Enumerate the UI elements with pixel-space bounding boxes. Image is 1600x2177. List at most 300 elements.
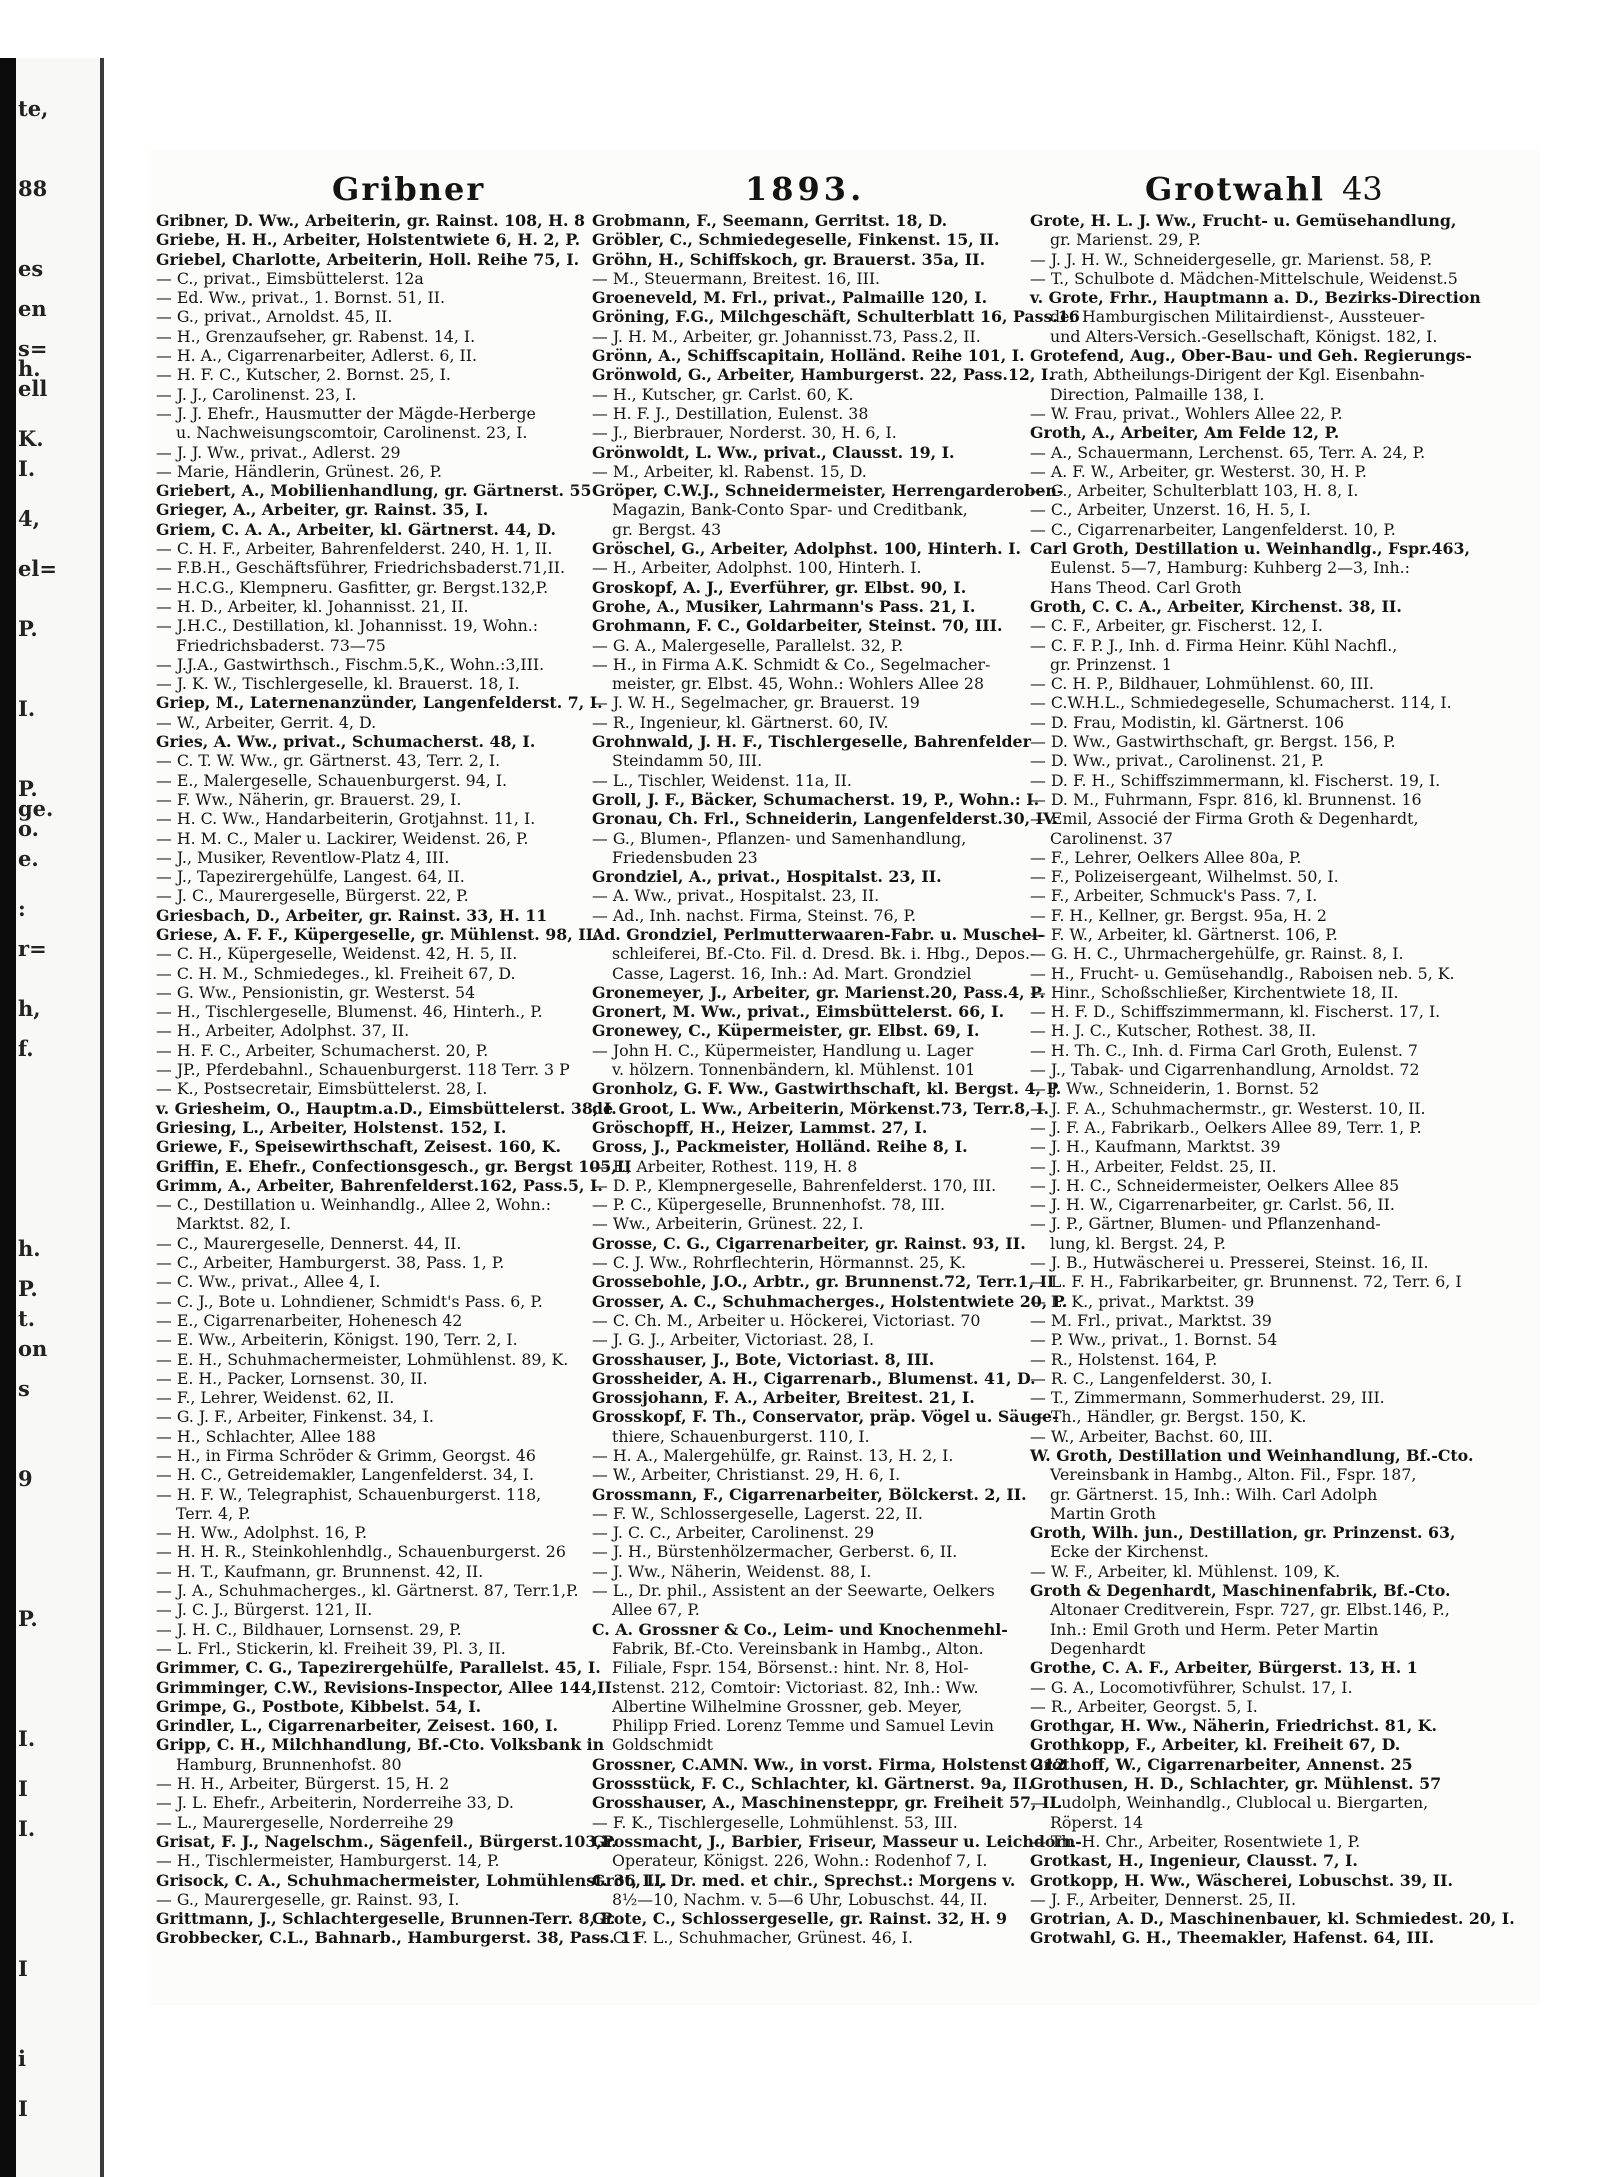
directory-entry-heading: Grittmann, J., Schlachtergeselle, Brunnen-Terr. 8, P.	[156, 1909, 616, 1929]
directory-entry-line: — J. F. A., Schuhmachermstr., gr. Westerst. 10, II.	[1030, 1098, 1426, 1118]
directory-entry-line: — C. Ww., privat., Allee 4, I.	[156, 1272, 381, 1292]
previous-page-fragment: P.	[18, 1606, 38, 1631]
directory-entry-line: — A. Ww., privat., Hospitalst. 23, II.	[592, 886, 880, 906]
directory-entry-line: — H. F. W., Telegraphist, Schauenburgerst. 118,	[156, 1484, 542, 1504]
directory-entry-line: — F. K., Tischlergeselle, Lohmühlenst. 53, III.	[592, 1812, 958, 1832]
directory-entry-line: — H. C. Ww., Handarbeiterin, Grotjahnst. 11, I.	[156, 809, 536, 829]
directory-entry-line: — E., Malergeselle, Schauenburgerst. 94, I.	[156, 770, 508, 790]
directory-entry-line: — L. K., privat., Marktst. 39	[1030, 1291, 1255, 1311]
directory-entry-heading: Grote, C., Schlossergeselle, gr. Rainst. 32, H. 9	[592, 1909, 1008, 1929]
directory-entry-line: — D. Ww., privat., Carolinenst. 21, P.	[1030, 751, 1324, 771]
directory-entry-line: gr. Gärtnerst. 15, Inh.: Wilh. Carl Adolph	[1050, 1484, 1378, 1504]
directory-entry-line: — C. H. P., Bildhauer, Lohmühlenst. 60, III.	[1030, 674, 1374, 694]
directory-entry-line: — R., Holstenst. 164, P.	[1030, 1349, 1218, 1369]
directory-entry-heading: Grisat, F. J., Nagelschm., Sägenfeil., Bürgerst.103,P.	[156, 1831, 617, 1851]
directory-entry-line: — C. Ch. M., Arbeiter u. Höckerei, Victoriast. 70	[592, 1310, 981, 1330]
directory-entry-heading: Grothgar, H. Ww., Näherin, Friedrichst. 81, K.	[1030, 1716, 1437, 1736]
directory-entry-line: Marktst. 82, I.	[176, 1214, 291, 1234]
previous-page-fragment: es	[18, 256, 44, 281]
directory-entry-line: — H. M. C., Maler u. Lackirer, Weidenst. 26, P.	[156, 828, 529, 848]
directory-entry-line: 8½—10, Nachm. v. 5—6 Uhr, Lobuschst. 44, II.	[612, 1889, 988, 1909]
directory-entry-heading: C. A. Grossner & Co., Leim- und Knochenmehl-	[592, 1619, 1008, 1639]
directory-entry-heading: Griep, M., Laternenanzünder, Langenfelderst. 7, I.	[156, 693, 603, 713]
directory-entry-heading: Gronholz, G. F. Ww., Gastwirthschaft, kl. Bergst. 4, P.	[592, 1079, 1062, 1099]
directory-entry-line: — C., Arbeiter, Unzerst. 16, H. 5, I.	[1030, 500, 1311, 520]
directory-entry-line: gr. Marienst. 29, P.	[1050, 230, 1201, 250]
directory-entry-heading: Gripp, C. H., Milchhandlung, Bf.-Cto. Volksbank in	[156, 1735, 605, 1755]
directory-entry-line: — E. H., Schuhmachermeister, Lohmühlenst. 89, K.	[156, 1349, 569, 1369]
previous-page-fragment: ell	[18, 376, 48, 401]
directory-entry-heading: Grönwold, G., Arbeiter, Hamburgerst. 22, Pass.12, I.	[592, 365, 1054, 385]
directory-entry-line: — G., privat., Arnoldst. 45, II.	[156, 307, 393, 327]
directory-entry-heading: Grothusen, H. D., Schlachter, gr. Mühlenst. 57	[1030, 1774, 1442, 1794]
directory-entry-line: Friedrichsbaderst. 73—75	[176, 635, 386, 655]
previous-page-fragment: h.	[18, 356, 41, 381]
directory-entry-heading: Gronert, M. Ww., privat., Eimsbüttelerst. 66, I.	[592, 1002, 1005, 1022]
directory-entry-line: — J. J. Ehefr., Hausmutter der Mägde-Herberge	[156, 403, 536, 423]
directory-entry-heading: Grosser, A. C., Schuhmacherges., Holstentwiete 20, P.	[592, 1291, 1068, 1311]
directory-entry-line: — Ad., Inh. nachst. Firma, Steinst. 76, P.	[592, 905, 916, 925]
directory-entry-line: — H.C.G., Klempneru. Gasfitter, gr. Bergst.132,P.	[156, 577, 549, 597]
directory-entry-line: — J.J.A., Gastwirthsch., Fischm.5,K., Wohn.:3,III.	[156, 654, 545, 674]
directory-entry-heading: Grönwoldt, L. Ww., privat., Clausst. 19, I.	[592, 442, 955, 462]
directory-entry-line: — W., Arbeiter, Gerrit. 4, D.	[156, 712, 377, 732]
directory-entry-heading: Grossstück, F. C., Schlachter, kl. Gärtnerst. 9a, II.	[592, 1774, 1034, 1794]
directory-entry-line: Röperst. 14	[1050, 1812, 1144, 1832]
directory-entry-line: — Th., Händler, gr. Bergst. 150, K.	[1030, 1407, 1307, 1427]
directory-entry-line: — E., Cigarrenarbeiter, Hohenesch 42	[156, 1310, 463, 1330]
directory-entry-line: Inh.: Emil Groth und Herm. Peter Martin	[1050, 1619, 1379, 1639]
directory-entry-line: — H. F. D., Schiffszimmermann, kl. Fischerst. 17, I.	[1030, 1002, 1441, 1022]
directory-entry-line: stenst. 212, Comtoir: Victoriast. 82, Inh.: Ww.	[612, 1677, 979, 1697]
directory-entry-heading: v. Griesheim, O., Hauptm.a.D., Eimsbüttelerst. 38, I.	[156, 1098, 617, 1118]
directory-entry-line: — John H. C., Küpermeister, Handlung u. Lager	[592, 1040, 974, 1060]
directory-entry-line: Philipp Fried. Lorenz Temme und Samuel Levin	[612, 1716, 994, 1736]
directory-entry-line: — J., Tapezirergehülfe, Langest. 64, II.	[156, 867, 465, 887]
directory-entry-heading: Groth & Degenhardt, Maschinenfabrik, Bf.-Cto.	[1030, 1581, 1451, 1601]
directory-entry-line: — L., Tischler, Weidenst. 11a, II.	[592, 770, 852, 790]
directory-entry-heading: v. Grote, Frhr., Hauptmann a. D., Bezirks-Direction	[1030, 288, 1481, 308]
directory-entry-line: — C., Arbeiter, Schulterblatt 103, H. 8, I.	[1030, 481, 1359, 501]
directory-entry-line: — R., Ingenieur, kl. Gärtnerst. 60, IV.	[592, 712, 889, 732]
directory-entry-line: — J. G. J., Arbeiter, Victoriast. 28, I.	[592, 1330, 875, 1350]
directory-entry-line: rath, Abtheilungs-Dirigent der Kgl. Eisenbahn-	[1050, 365, 1425, 385]
directory-entry-line: — D. P., Klempnergeselle, Bahrenfelderst. 170, III.	[592, 1175, 997, 1195]
directory-entry-heading: Griffin, E. Ehefr., Confectionsgesch., gr. Bergst 105,II	[156, 1156, 632, 1176]
directory-entry-line: — R., Arbeiter, Georgst. 5, I.	[1030, 1696, 1258, 1716]
directory-entry-line: — J. K. W., Tischlergeselle, kl. Brauerst. 18, I.	[156, 674, 520, 694]
directory-entry-heading: Grindler, L., Cigarrenarbeiter, Zeisest. 160, I.	[156, 1716, 558, 1736]
directory-entry-heading: Gröbler, C., Schmiedegeselle, Finkenst. 15, II.	[592, 230, 1000, 250]
directory-entry-heading: Grimminger, C.W., Revisions-Inspector, Allee 144,II.	[156, 1677, 618, 1697]
directory-entry-line: — W. Frau, privat., Wohlers Allee 22, P.	[1030, 403, 1343, 423]
previous-page-fragment: 88	[18, 176, 48, 201]
directory-entry-line: Degenhardt	[1050, 1638, 1146, 1658]
directory-entry-line: Magazin, Bank-Conto Spar- und Creditbank,	[612, 500, 968, 520]
directory-entry-line: — C. H. F., Arbeiter, Bahrenfelderst. 240, H. 1, II.	[156, 539, 553, 559]
directory-entry-line: — L. Frl., Stickerin, kl. Freiheit 39, Pl. 3, II.	[156, 1638, 506, 1658]
directory-entry-line: Friedensbuden 23	[612, 847, 758, 867]
directory-entry-line: — J. F. A., Fabrikarb., Oelkers Allee 89, Terr. 1, P.	[1030, 1117, 1422, 1137]
directory-entry-line: — J. H. M., Arbeiter, gr. Johannisst.73, Pass.2, II.	[592, 326, 981, 346]
previous-page-fragment: I.	[18, 696, 36, 721]
directory-entry-line: — D. M., Fuhrmann, Fspr. 816, kl. Brunnenst. 16	[1030, 789, 1422, 809]
directory-entry-line: — F., Arbeiter, Rothest. 119, H. 8	[592, 1156, 858, 1176]
directory-entry-heading: Grondziel, A., privat., Hospitalst. 23, II.	[592, 867, 942, 887]
directory-entry-line: — J. H. C., Schneidermeister, Oelkers Allee 85	[1030, 1175, 1400, 1195]
previous-page-fragment: P.	[18, 1276, 38, 1301]
directory-entry-heading: Griebe, H. H., Arbeiter, Holstentwiete 6, H. 2, P.	[156, 230, 581, 250]
previous-page-strip	[16, 58, 100, 2177]
previous-page-fragment: 9	[18, 1466, 33, 1491]
directory-entry-line: — C., Maurergeselle, Dennerst. 44, II.	[156, 1233, 462, 1253]
year-header: 1893.	[745, 170, 866, 208]
directory-entry-line: — C. J. Ww., Rohrflechterin, Hörmannst. 25, K.	[592, 1253, 967, 1273]
directory-entry-line: — J., Musiker, Reventlow-Platz 4, III.	[156, 847, 450, 867]
directory-entry-line: — J. H. W., Cigarrenarbeiter, gr. Carlst. 56, II.	[1030, 1195, 1395, 1215]
directory-entry-heading: Grote, H. L. J. Ww., Frucht- u. Gemüsehandlung,	[1030, 211, 1457, 230]
directory-entry-line: — D. Ww., Gastwirthschaft, gr. Bergst. 156, P.	[1030, 732, 1396, 752]
directory-entry-heading: Grothoff, W., Cigarrenarbeiter, Annenst. 25	[1030, 1754, 1413, 1774]
directory-entry-heading: Grotefend, Aug., Ober-Bau- und Geh. Regierungs-	[1030, 346, 1472, 366]
directory-entry-line: — C. F., Arbeiter, gr. Fischerst. 12, I.	[1030, 616, 1323, 636]
directory-entry-heading: Grotkast, H., Ingenieur, Clausst. 7, I.	[1030, 1851, 1358, 1871]
directory-entry-line: — J. C. J., Bürgerst. 121, II.	[156, 1600, 373, 1620]
directory-entry-line: — G. H. C., Uhrmachergehülfe, gr. Rainst. 8, I.	[1030, 944, 1404, 964]
directory-entry-line: — C., privat., Eimsbüttelerst. 12a	[156, 268, 424, 288]
directory-entry-heading: Griem, C. A. A., Arbeiter, kl. Gärtnerst. 44, D.	[156, 519, 557, 539]
directory-entry-line: — J. L. Ehefr., Arbeiterin, Norderreihe 33, D.	[156, 1793, 514, 1813]
directory-entry-line: — J., Tabak- und Cigarrenhandlung, Arnoldst. 72	[1030, 1060, 1420, 1080]
directory-entry-line: Filiale, Fspr. 154, Börsenst.: hint. Nr. 8, Hol-	[612, 1658, 969, 1678]
directory-entry-line: — H. H. R., Steinkohlenhdlg., Schauenburgerst. 26	[156, 1542, 566, 1562]
directory-entry-line: — C. F. P. J., Inh. d. Firma Heinr. Kühl Nachfl.,	[1030, 635, 1398, 655]
directory-entry-line: — Marie, Händlerin, Grünest. 26, P.	[156, 461, 443, 481]
directory-column-2	[592, 211, 1082, 2001]
directory-entry-line: — G., Blumen-, Pflanzen- und Samenhandlung,	[592, 828, 967, 848]
directory-entry-line: — C., Arbeiter, Hamburgerst. 38, Pass. 1, P.	[156, 1253, 505, 1273]
directory-entry-line: — D. Frau, Modistin, kl. Gärtnerst. 106	[1030, 712, 1345, 732]
directory-entry-line: — JP., Pferdebahnl., Schauenburgerst. 118 Terr. 3 P	[156, 1060, 570, 1080]
directory-entry-line: Casse, Lagerst. 16, Inh.: Ad. Mart. Grondziel	[612, 963, 972, 983]
page-number: 43	[1342, 170, 1383, 208]
directory-entry-line: — W. F., Arbeiter, kl. Mühlenst. 109, K.	[1030, 1561, 1341, 1581]
previous-page-fragment: e.	[18, 846, 39, 871]
directory-entry-line: — P. C., Küpergeselle, Brunnenhofst. 78, III.	[592, 1195, 946, 1215]
directory-entry-heading: Gross, J., Packmeister, Holländ. Reihe 8, I.	[592, 1137, 968, 1157]
directory-entry-heading: Grosse, C. G., Cigarrenarbeiter, gr. Rainst. 93, II.	[592, 1233, 1026, 1253]
directory-entry-line: — Ww., Arbeiterin, Grünest. 22, I.	[592, 1214, 864, 1234]
previous-page-fragment: I.	[18, 1726, 36, 1751]
directory-entry-line: — F. H., Kellner, gr. Bergst. 95a, H. 2	[1030, 905, 1327, 925]
previous-page-fragment: en	[18, 296, 47, 321]
previous-page-fragment: P.	[18, 776, 38, 801]
directory-entry-heading: Grotkopp, H. Ww., Wäscherei, Lobuschst. 39, II.	[1030, 1870, 1454, 1890]
directory-entry-heading: Grönn, A., Schiffscapitain, Holländ. Reihe 101, I.	[592, 346, 1025, 366]
directory-entry-line: — Hinr., Schoßschließer, Kirchentwiete 18, II.	[1030, 982, 1399, 1002]
directory-entry-heading: Grossmann, F., Cigarrenarbeiter, Bölckerst. 2, II.	[592, 1484, 1027, 1504]
directory-entry-line: — M., Steuermann, Breitest. 16, III.	[592, 268, 881, 288]
directory-entry-line: — F., Polizeisergeant, Wilhelmst. 50, I.	[1030, 867, 1339, 887]
directory-entry-line: Altonaer Creditverein, Fspr. 727, gr. Elbst.146, P.,	[1050, 1600, 1450, 1620]
directory-entry-line: — J. B., Hutwäscherei u. Presserei, Steinst. 16, II.	[1030, 1253, 1429, 1273]
directory-entry-line: thiere, Schauenburgerst. 110, I.	[612, 1426, 870, 1446]
directory-entry-line: — H. F. J., Destillation, Eulenst. 38	[592, 403, 869, 423]
directory-entry-line: — T., Schulbote d. Mädchen-Mittelschule, Weidenst.5	[1030, 268, 1458, 288]
directory-entry-line: Direction, Palmaille 138, I.	[1050, 384, 1265, 404]
directory-entry-line: — J. C. C., Arbeiter, Carolinenst. 29	[592, 1523, 875, 1543]
directory-entry-line: — G. A., Malergeselle, Parallelst. 32, P.	[592, 635, 904, 655]
directory-entry-heading: de Groot, L. Ww., Arbeiterin, Mörkenst.73, Terr.8, I.	[592, 1098, 1050, 1118]
previous-page-fragment: ge.	[18, 796, 54, 821]
directory-entry-line: — J. W. H., Segelmacher, gr. Brauerst. 19	[592, 693, 920, 713]
directory-entry-line: — J. H. C., Bildhauer, Lornsenst. 29, P.	[156, 1619, 462, 1639]
directory-entry-line: — F., Arbeiter, Schmuck's Pass. 7, I.	[1030, 886, 1318, 906]
directory-entry-line: — J. P., Gärtner, Blumen- und Pflanzenhand-	[1030, 1214, 1381, 1234]
directory-entry-heading: Groll, J. F., Bäcker, Schumacherst. 19, P., Wohn.: I.	[592, 789, 1040, 809]
directory-entry-heading: Gröschopff, H., Heizer, Lammst. 27, I.	[592, 1117, 928, 1137]
directory-entry-line: — G. Ww., Pensionistin, gr. Westerst. 54	[156, 982, 476, 1002]
right-running-header: Grotwahl	[1145, 170, 1326, 208]
directory-entry-line: Terr. 4, P.	[176, 1503, 251, 1523]
previous-page-fragment: h.	[18, 1236, 41, 1261]
directory-entry-line: — F. Ww., Näherin, gr. Brauerst. 29, I.	[156, 789, 462, 809]
directory-entry-heading: Groth, A., Arbeiter, Am Felde 12, P.	[1030, 423, 1340, 443]
directory-entry-line: und Alters-Versich.-Gesellschaft, Königst. 182, I.	[1050, 326, 1438, 346]
directory-entry-heading: Carl Groth, Destillation u. Weinhandlg., Fspr.463,	[1030, 539, 1471, 559]
directory-entry-line: — G. J. F., Arbeiter, Finkenst. 34, I.	[156, 1407, 434, 1427]
directory-entry-line: — F.B.H., Geschäftsführer, Friedrichsbaderst.71,II.	[156, 558, 565, 578]
directory-entry-line: — C., Destillation u. Weinhandlg., Allee 2, Wohn.:	[156, 1195, 552, 1215]
directory-entry-heading: Grossner, C.AMN. Ww., in vorst. Firma, Holstenst 212	[592, 1754, 1066, 1774]
directory-entry-line: — C.W.H.L., Schmiedegeselle, Schumacherst. 114, I.	[1030, 693, 1452, 713]
directory-entry-line: — C. J., Bote u. Lohndiener, Schmidt's Pass. 6, P.	[156, 1291, 543, 1311]
directory-entry-line: — J. J. H. W., Schneidergeselle, gr. Marienst. 58, P.	[1030, 249, 1433, 269]
directory-entry-line: — H., Kutscher, gr. Carlst. 60, K.	[592, 384, 854, 404]
directory-entry-line: — J. F., Arbeiter, Dennerst. 25, II.	[1030, 1889, 1296, 1909]
directory-entry-line: Vereinsbank in Hambg., Alton. Fil., Fspr. 187,	[1050, 1465, 1417, 1485]
directory-page	[150, 150, 1540, 2005]
directory-entry-heading: Griesbach, D., Arbeiter, gr. Rainst. 33, H. 11	[156, 905, 548, 925]
directory-entry-heading: Grotrian, A. D., Maschinenbauer, kl. Schmiedest. 20, I.	[1030, 1909, 1515, 1929]
directory-entry-line: — J. C., Maurergeselle, Bürgerst. 22, P.	[156, 886, 469, 906]
directory-entry-line: — H., in Firma Schröder & Grimm, Georgst. 46	[156, 1446, 536, 1465]
directory-entry-heading: Grisock, C. A., Schuhmachermeister, Lohmühlenst. 36, II.	[156, 1870, 667, 1890]
directory-entry-heading: Grosskopf, F. Th., Conservator, präp. Vögel u. Säuge-	[592, 1407, 1059, 1427]
directory-entry-line: Allee 67, P.	[612, 1600, 700, 1620]
directory-entry-heading: Griebert, A., Mobilienhandlung, gr. Gärtnerst. 55	[156, 481, 592, 501]
directory-entry-line: — H., Grenzaufseher, gr. Rabenst. 14, I.	[156, 326, 476, 346]
previous-page-fragment: :	[18, 896, 26, 921]
directory-entry-line: — G., Maurergeselle, gr. Rainst. 93, I.	[156, 1889, 460, 1909]
directory-entry-line: — P. Ww., privat., 1. Bornst. 54	[1030, 1330, 1278, 1350]
directory-entry-heading: Grohnwald, J. H. F., Tischlergeselle, Bahrenfelder	[592, 732, 1031, 752]
directory-entry-line: — F., Lehrer, Oelkers Allee 80a, P.	[1030, 847, 1302, 867]
directory-entry-line: — J. H., Bürstenhölzermacher, Gerberst. 6, II.	[592, 1542, 958, 1562]
directory-entry-line: — T., Zimmermann, Sommerhuderst. 29, III.	[1030, 1388, 1385, 1408]
directory-entry-line: Ecke der Kirchenst.	[1050, 1542, 1209, 1562]
directory-entry-heading: Grothkopp, F., Arbeiter, kl. Freiheit 67, D.	[1030, 1735, 1401, 1755]
directory-entry-heading: Gröning, F.G., Milchgeschäft, Schulterblatt 16, Pass.16	[592, 307, 1080, 327]
previous-page-fragment: 4,	[18, 506, 40, 531]
directory-entry-line: — H., Frucht- u. Gemüsehandlg., Raboisen neb. 5, K.	[1030, 963, 1455, 983]
directory-entry-heading: Griebel, Charlotte, Arbeiterin, Holl. Reihe 75, I.	[156, 249, 580, 269]
directory-entry-line: — M. Frl., privat., Marktst. 39	[1030, 1310, 1272, 1330]
directory-entry-line: — K., Postsecretair, Eimsbüttelerst. 28, I.	[156, 1079, 488, 1099]
previous-page-fragment: i	[18, 2046, 26, 2071]
directory-entry-line: — H., Schlachter, Allee 188	[156, 1426, 376, 1446]
previous-page-fragment: el=	[18, 556, 57, 581]
left-running-header: Gribner	[332, 170, 486, 208]
directory-entry-heading: Griese, A. F. F., Küpergeselle, gr. Mühlenst. 98, II.	[156, 924, 599, 944]
directory-entry-line: — C. F. L., Schuhmacher, Grünest. 46, I.	[592, 1928, 914, 1948]
directory-entry-line: — H., Arbeiter, Adolphst. 37, II.	[156, 1021, 410, 1041]
directory-entry-line: schleiferei, Bf.-Cto. Fil. d. Dresd. Bk. i. Hbg., Depos.-	[612, 944, 1036, 964]
previous-page-fragment: I	[18, 2096, 28, 2121]
directory-entry-line: — C. H., Küpergeselle, Weidenst. 42, H. 5, II.	[156, 944, 518, 964]
directory-entry-line: — H., in Firma A.K. Schmidt & Co., Segelmacher-	[592, 654, 991, 674]
directory-entry-line: — Emil, Associé der Firma Groth & Degenhardt,	[1030, 809, 1419, 829]
directory-entry-line: u. Nachweisungscomtoir, Carolinenst. 23, I.	[176, 423, 528, 443]
directory-entry-line: — F., Lehrer, Weidenst. 62, II.	[156, 1388, 395, 1408]
directory-entry-heading: W. Groth, Destillation und Weinhandlung, Bf.-Cto.	[1030, 1446, 1474, 1465]
directory-entry-line: der Hamburgischen Militairdienst-, Aussteuer-	[1050, 307, 1426, 327]
directory-entry-line: gr. Prinzenst. 1	[1050, 654, 1172, 674]
previous-page-fragment: on	[18, 1336, 48, 1361]
directory-entry-heading: Groeneveld, M. Frl., privat., Palmaille 120, I.	[592, 288, 988, 308]
directory-column-3	[1030, 211, 1515, 2001]
directory-entry-line: — C. T. W. Ww., gr. Gärtnerst. 43, Terr. 2, I.	[156, 751, 501, 771]
directory-entry-heading: Gronau, Ch. Frl., Schneiderin, Langenfelderst.30, IV.	[592, 809, 1059, 829]
previous-page-fragment: r=	[18, 936, 47, 961]
directory-entry-line: — L. F. H., Fabrikarbeiter, gr. Brunnenst. 72, Terr. 6, I	[1030, 1272, 1462, 1292]
directory-entry-line: — J. Ww., Schneiderin, 1. Bornst. 52	[1030, 1079, 1320, 1099]
directory-entry-line: Carolinenst. 37	[1050, 828, 1173, 848]
directory-entry-heading: Groskopf, A. J., Everführer, gr. Elbst. 90, I.	[592, 577, 967, 597]
directory-entry-line: — J. J., Carolinenst. 23, I.	[156, 384, 357, 404]
previous-page-fragment: P.	[18, 616, 38, 641]
directory-entry-heading: Grossebohle, J.O., Arbtr., gr. Brunnenst.72, Terr.1, II	[592, 1272, 1055, 1292]
directory-entry-line: Eulenst. 5—7, Hamburg: Kuhberg 2—3, Inh.:	[1050, 558, 1411, 578]
directory-entry-line: — E. H., Packer, Lornsenst. 30, II.	[156, 1368, 428, 1388]
directory-entry-line: — E. Ww., Arbeiterin, Königst. 190, Terr. 2, I.	[156, 1330, 518, 1350]
directory-entry-line: — W., Arbeiter, Christianst. 29, H. 6, I.	[592, 1465, 901, 1485]
directory-entry-heading: Gronewey, C., Küpermeister, gr. Elbst. 69, I.	[592, 1021, 980, 1041]
directory-entry-heading: Grohe, A., Musiker, Lahrmann's Pass. 21, I.	[592, 596, 976, 616]
directory-entry-line: — J. H., Kaufmann, Marktst. 39	[1030, 1137, 1281, 1157]
previous-page-fragment: I.	[18, 1816, 36, 1841]
directory-entry-line: — H. D., Arbeiter, kl. Johannisst. 21, II.	[156, 596, 469, 616]
directory-entry-heading: Groth, Wilh. jun., Destillation, gr. Prinzenst. 63,	[1030, 1523, 1456, 1543]
directory-entry-line: — H. A., Cigarrenarbeiter, Adlerst. 6, II.	[156, 346, 478, 366]
directory-entry-line: — J. A., Schuhmacherges., kl. Gärtnerst. 87, Terr.1,P.	[156, 1581, 579, 1601]
directory-entry-line: meister, gr. Elbst. 45, Wohn.: Wohlers Allee 28	[612, 674, 984, 694]
directory-entry-line: — C. H. M., Schmiedeges., kl. Freiheit 67, D.	[156, 963, 516, 983]
directory-entry-line: Fabrik, Bf.-Cto. Vereinsbank in Hambg., Alton.	[612, 1638, 984, 1658]
directory-entry-line: Hans Theod. Carl Groth	[1050, 577, 1242, 597]
directory-entry-line: — D. F. H., Schiffszimmermann, kl. Fischerst. 19, I.	[1030, 770, 1441, 790]
directory-entry-line: — Ludolph, Weinhandlg., Clublocal u. Biergarten,	[1030, 1793, 1429, 1813]
directory-entry-line: — H. F. C., Arbeiter, Schumacherst. 20, P.	[156, 1040, 489, 1060]
previous-page-fragment: K.	[18, 426, 44, 451]
directory-entry-heading: Ad. Grondziel, Perlmutterwaaren-Fabr. u. Muschel-	[592, 924, 1045, 944]
directory-entry-line: — W., Arbeiter, Bachst. 60, III.	[1030, 1426, 1273, 1446]
directory-entry-line: — R. C., Langenfelderst. 30, I.	[1030, 1368, 1273, 1388]
directory-entry-line: — L., Maurergeselle, Norderreihe 29	[156, 1812, 454, 1832]
previous-page-fragment: I	[18, 1956, 28, 1981]
directory-entry-line: lung, kl. Bergst. 24, P.	[1050, 1233, 1226, 1253]
directory-entry-heading: Gröhn, H., Schiffskoch, gr. Brauerst. 35a, II.	[592, 249, 986, 269]
directory-entry-heading: Gribner, D. Ww., Arbeiterin, gr. Rainst. 108, H. 8	[156, 211, 585, 230]
directory-entry-line: Albertine Wilhelmine Grossner, geb. Meyer,	[612, 1696, 963, 1716]
previous-page-fragment: s=	[18, 336, 48, 361]
directory-entry-heading: Gröschel, G., Arbeiter, Adolphst. 100, Hinterh. I.	[592, 539, 1022, 559]
directory-entry-line: — H. F. C., Kutscher, 2. Bornst. 25, I.	[156, 365, 451, 385]
page-gutter	[100, 58, 104, 2177]
directory-entry-line: — G. A., Locomotivführer, Schulst. 17, I.	[1030, 1677, 1353, 1697]
previous-page-fragment: s	[18, 1376, 30, 1401]
directory-entry-line: — C., Cigarrenarbeiter, Langenfelderst. 10, P.	[1030, 519, 1396, 539]
directory-entry-line: — J., Bierbrauer, Norderst. 30, H. 6, I.	[592, 423, 897, 443]
directory-entry-line: — Th. H. Chr., Arbeiter, Rosentwiete 1, P.	[1030, 1831, 1361, 1851]
directory-entry-line: — H. T., Kaufmann, gr. Brunnenst. 42, II.	[156, 1561, 484, 1581]
directory-entry-heading: Grosshauser, A., Maschinensteppr, gr. Freiheit 57, II.	[592, 1793, 1063, 1813]
directory-entry-line: gr. Bergst. 43	[612, 519, 722, 539]
directory-entry-line: — A., Schauermann, Lerchenst. 65, Terr. A. 24, P.	[1030, 442, 1426, 462]
directory-entry-line: — H. J. C., Kutscher, Rothest. 38, II.	[1030, 1021, 1317, 1041]
directory-entry-heading: Grossheider, A. H., Cigarrenarb., Blumenst. 41, D.	[592, 1368, 1036, 1388]
directory-entry-heading: Grothe, C. A. F., Arbeiter, Bürgerst. 13, H. 1	[1030, 1658, 1418, 1678]
directory-entry-line: Hamburg, Brunnenhofst. 80	[176, 1754, 402, 1774]
previous-page-fragment: h,	[18, 996, 41, 1021]
directory-entry-line: — H. Th. C., Inh. d. Firma Carl Groth, Eulenst. 7	[1030, 1040, 1418, 1060]
directory-entry-heading: Gronemeyer, J., Arbeiter, gr. Marienst.20, Pass.4, P.	[592, 982, 1045, 1002]
directory-entry-line: — H., Arbeiter, Adolphst. 100, Hinterh. I.	[592, 558, 922, 578]
directory-entry-heading: Grobbecker, C.L., Bahnarb., Hamburgerst. 38, Pass. 11	[156, 1928, 643, 1948]
previous-page-fragment: I	[18, 1776, 28, 1801]
scan-edge	[0, 58, 16, 2177]
directory-entry-line: Martin Groth	[1050, 1503, 1156, 1523]
directory-entry-line: — J. J. Ww., privat., Adlerst. 29	[156, 442, 401, 462]
directory-entry-heading: Grobmann, F., Seemann, Gerritst. 18, D.	[592, 211, 948, 230]
directory-entry-line: — H. A., Malergehülfe, gr. Rainst. 13, H. 2, I.	[592, 1446, 954, 1465]
directory-entry-heading: Grieger, A., Arbeiter, gr. Rainst. 35, I.	[156, 500, 489, 520]
directory-entry-heading: Grossmacht, J., Barbier, Friseur, Masseur u. Leichdorn-	[592, 1831, 1082, 1851]
directory-entry-heading: Gries, A. Ww., privat., Schumacherst. 48, I.	[156, 732, 536, 752]
directory-entry-line: — A. F. W., Arbeiter, gr. Westerst. 30, H. P.	[1030, 461, 1367, 481]
previous-page-fragment: te,	[18, 96, 49, 121]
directory-entry-line: v. hölzern. Tonnenbändern, kl. Mühlenst. 101	[612, 1060, 976, 1080]
directory-entry-heading: Grotwahl, G. H., Theemakler, Hafenst. 64, III.	[1030, 1928, 1435, 1948]
directory-entry-line: — H., Tischlergeselle, Blumenst. 46, Hinterh., P.	[156, 1002, 543, 1022]
directory-entry-line: — J.H.C., Destillation, kl. Johannisst. 19, Wohn.:	[156, 616, 539, 636]
directory-entry-line: — F. W., Schlossergeselle, Lagerst. 22, II.	[592, 1503, 923, 1523]
directory-entry-line: — H. C., Getreidemakler, Langenfelderst. 34, I.	[156, 1465, 535, 1485]
directory-entry-heading: Griewe, F., Speisewirthschaft, Zeisest. 160, K.	[156, 1137, 562, 1157]
previous-page-fragment: o.	[18, 816, 39, 841]
directory-entry-line: — J. Ww., Näherin, Weidenst. 88, I.	[592, 1561, 872, 1581]
directory-entry-line: — M., Arbeiter, kl. Rabenst. 15, D.	[592, 461, 867, 481]
directory-entry-heading: Grohmann, F. C., Goldarbeiter, Steinst. 70, III.	[592, 616, 1003, 636]
directory-entry-line: — J. H., Arbeiter, Feldst. 25, II.	[1030, 1156, 1277, 1176]
directory-entry-line: — H. H., Arbeiter, Bürgerst. 15, H. 2	[156, 1774, 450, 1794]
directory-entry-line: — F. W., Arbeiter, kl. Gärtnerst. 106, P.	[1030, 924, 1338, 944]
directory-entry-heading: Grimmer, C. G., Tapezirergehülfe, Parallelst. 45, I.	[156, 1658, 601, 1678]
directory-entry-heading: Groth, C. C. A., Arbeiter, Kirchenst. 38, II.	[1030, 596, 1402, 616]
previous-page-fragment: t.	[18, 1306, 36, 1331]
directory-entry-line: — L., Dr. phil., Assistent an der Seewarte, Oelkers	[592, 1581, 995, 1601]
previous-page-fragment: I.	[18, 456, 36, 481]
